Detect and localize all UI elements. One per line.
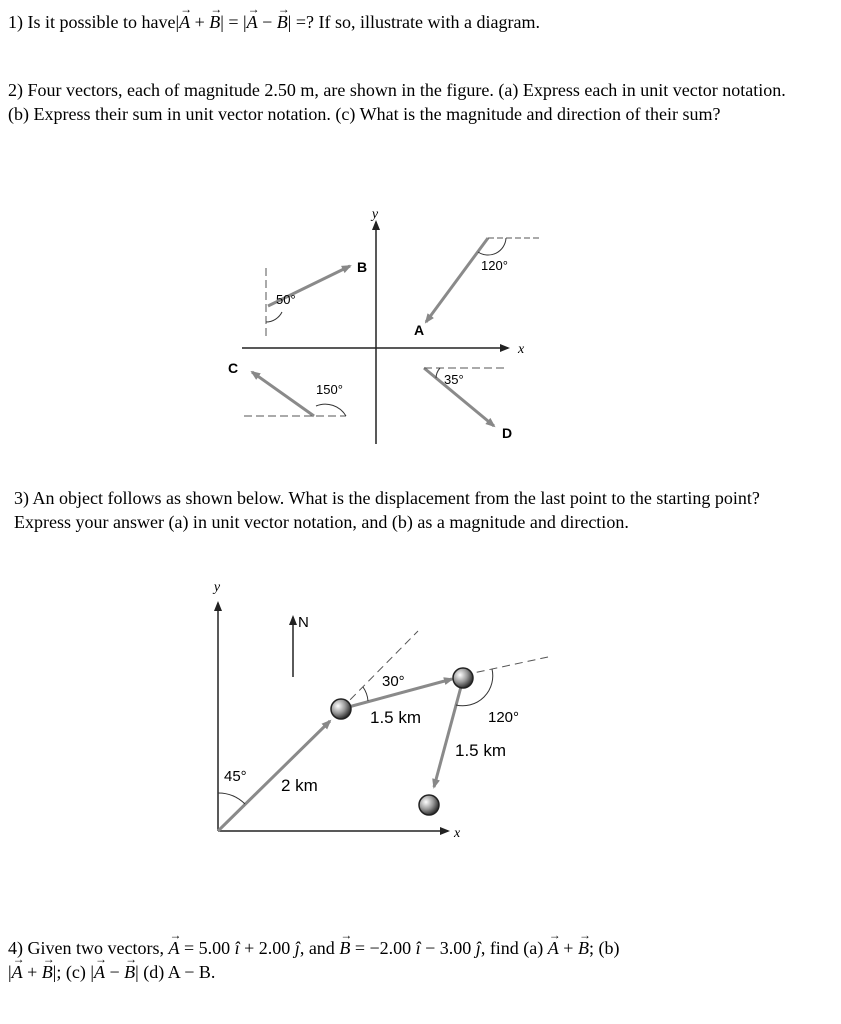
leg-1-distance: 2 km [281, 776, 318, 795]
leg-2-distance: 1.5 km [370, 708, 422, 727]
leg-3-reference-line [464, 657, 548, 675]
question-1 [8, 10, 828, 34]
vector-b: → B [339, 936, 350, 960]
vector-c-label: C [228, 360, 239, 376]
leg-1-angle: 45° [224, 768, 247, 785]
leg-3-arrow [434, 683, 462, 787]
question-2 [8, 78, 798, 126]
vector-b: → B [578, 936, 589, 960]
leg-3-distance: 1.5 km [455, 741, 507, 760]
vector-d-label: D [502, 425, 513, 441]
vector-a: → A [168, 936, 179, 960]
part-b-label: ; (b) [588, 938, 620, 958]
vector-a: → A [247, 10, 258, 34]
vector-b: → B [124, 960, 135, 984]
vector-a: → A [179, 10, 190, 34]
vector-b: → B [42, 960, 53, 984]
y-axis-label: y [213, 580, 221, 595]
question-3 [14, 486, 774, 534]
vector-c-angle: 150° [316, 382, 343, 397]
figure-displacement-path [0, 575, 841, 855]
point-2-marker [331, 699, 351, 719]
question-4-prefix: 4) Given two vectors, [8, 938, 164, 958]
question-2-text: 2) Four vectors, each of magnitude 2.50 m, are shown in the figure. (a) Express each in unit vector notation. (b) Express their sum in unit vector notation. (c) What is the magnitude and direction of their sum? [8, 80, 786, 124]
vector-a: → A [548, 936, 559, 960]
vector-a-y-component: + 2.00 [244, 938, 291, 958]
vector-d-angle-arc [436, 368, 440, 378]
question-3-text: 3) An object follows as shown below. What is the displacement from the last point to the starting point? Express your answer (a) in unit vector notation, and (b) as a magnitude and direction. [14, 488, 760, 532]
vector-b-angle: 50° [276, 292, 296, 307]
point-3-marker [453, 668, 473, 688]
vector-a-x-component: = 5.00 [183, 938, 231, 958]
vector-a: → A [12, 960, 23, 984]
leg-3-angle: 120° [488, 709, 520, 726]
leg-2-angle-arc [363, 687, 368, 701]
question-1-prefix: 1) Is it possible to have [8, 12, 176, 32]
question-4-line-1: 4) Given two vectors, → A = 5.00 î + 2.00 ĵ, and → B = −2.00 î − 3.00 ĵ, find (a) → A + → B; (b) [8, 936, 828, 960]
vector-b-y-component: − 3.00 [425, 938, 472, 958]
part-d-label: (d) A − B. [143, 962, 216, 982]
question-1-suffix: =? If so, illustrate with a diagram. [295, 12, 540, 32]
vector-a-angle: 120° [481, 258, 508, 273]
vector-b-label: B [357, 259, 368, 275]
vector-b: → B [277, 10, 288, 34]
vector-a-arrow [426, 238, 488, 322]
vector-d-angle: 35° [444, 372, 464, 387]
x-axis-label: x [518, 342, 525, 357]
vector-b: → B [209, 10, 220, 34]
leg-2-angle: 30° [382, 673, 405, 690]
end-point-marker [419, 795, 439, 815]
y-axis-label: y [371, 207, 379, 222]
vector-a: → A [94, 960, 105, 984]
question-4-line-2: |→ A + → B|; (c) |→ A − → B| (d) A − B. [8, 960, 828, 984]
vector-a-label: A [414, 322, 425, 338]
x-axis-label: x [454, 826, 461, 841]
question-4 [8, 936, 828, 984]
question-1-text: 1) Is it possible to have|→ A + → B| = |→ A − → B| =? If so, illustrate with a diagram. [8, 10, 828, 34]
north-label: N [298, 614, 309, 631]
find-clause: , find (a) [480, 938, 544, 958]
figure-four-vectors [0, 200, 841, 450]
part-c-label: ; (c) [56, 962, 86, 982]
vector-b-angle-arc [266, 312, 282, 322]
leg-1-angle-arc [218, 793, 245, 804]
vector-c-angle-arc [316, 404, 346, 416]
vector-c-arrow [252, 372, 314, 416]
conjunction: , and [299, 938, 335, 958]
vector-b-x-component: = −2.00 [354, 938, 412, 958]
